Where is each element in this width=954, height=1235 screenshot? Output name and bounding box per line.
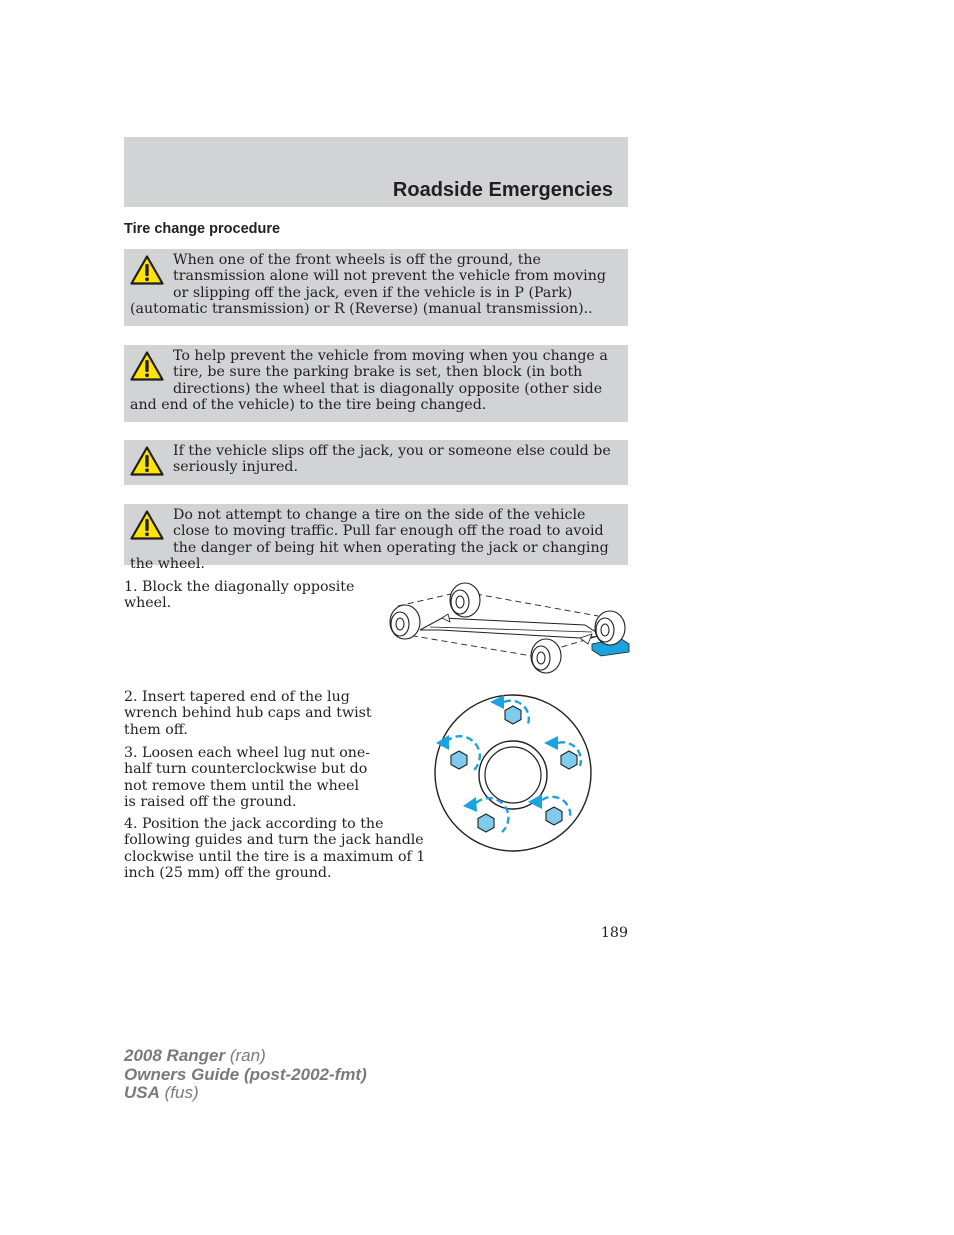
warning-box-1 xyxy=(124,249,628,326)
warning-triangle-icon xyxy=(130,351,164,381)
footer-line-2: Owners Guide (post-2002-fmt) xyxy=(124,1064,367,1084)
footer-market: USA xyxy=(124,1083,160,1102)
step-3: 3. Loosen each wheel lug nut one-half turn counterclockwise but do not remove them until the wheel is raised off the ground. xyxy=(124,745,371,811)
lug-nut-wheel-illustration xyxy=(430,690,600,860)
warning-triangle-icon xyxy=(130,446,164,476)
header-band xyxy=(124,137,628,207)
warning-box-2 xyxy=(124,345,628,422)
step-4: 4. Position the jack according to the following guides and turn the jack handle clockwise until the tire is a maximum of 1 inch (25 mm) off the ground. xyxy=(124,816,426,882)
step-1: 1. Block the diagonally opposite wheel. xyxy=(124,579,355,612)
warning-box-3 xyxy=(124,440,628,485)
footer-model: 2008 Ranger xyxy=(124,1046,226,1065)
procedure-title: Tire change procedure xyxy=(124,221,281,237)
section-header-title: Roadside Emergencies xyxy=(392,179,613,201)
step-2: 2. Insert tapered end of the lug wrench behind hub caps and twist them off. xyxy=(124,689,372,738)
footer-model-code: (ran) xyxy=(229,1046,266,1065)
footer-line-1 xyxy=(124,1047,367,1066)
warning-text-3: If the vehicle slips off the jack, you or someone else could be seriously injured. xyxy=(173,443,611,476)
warning-text-2: To help prevent the vehicle from moving when you change a tire, be sure the parking brake is set, then block (in both directions) the wheel that is diagonally opposite (other side and end of the vehicle) to the tire being changed. xyxy=(130,348,608,414)
warning-triangle-icon xyxy=(130,510,164,540)
warning-box-4 xyxy=(124,504,628,573)
blocked-wheel-illustration xyxy=(380,578,632,678)
warning-text-4: Do not attempt to change a tire on the side of the vehicle close to moving traffic. Pull far enough off the road to avoid the danger of being hit when operating the jack or changing the wheel. xyxy=(130,507,609,573)
warning-triangle-icon xyxy=(130,255,164,285)
page-number: 189 xyxy=(600,925,628,941)
footer-market-code: (fus) xyxy=(164,1083,199,1102)
footer-line-3 xyxy=(124,1084,367,1103)
warning-text-1: When one of the front wheels is off the ground, the transmission alone will not prevent the vehicle from moving or slipping off the jack, even if the vehicle is in P (Park) (automatic transmission) or R (Reverse) (manual transmission).. xyxy=(130,252,606,318)
document-footer xyxy=(124,1047,367,1103)
